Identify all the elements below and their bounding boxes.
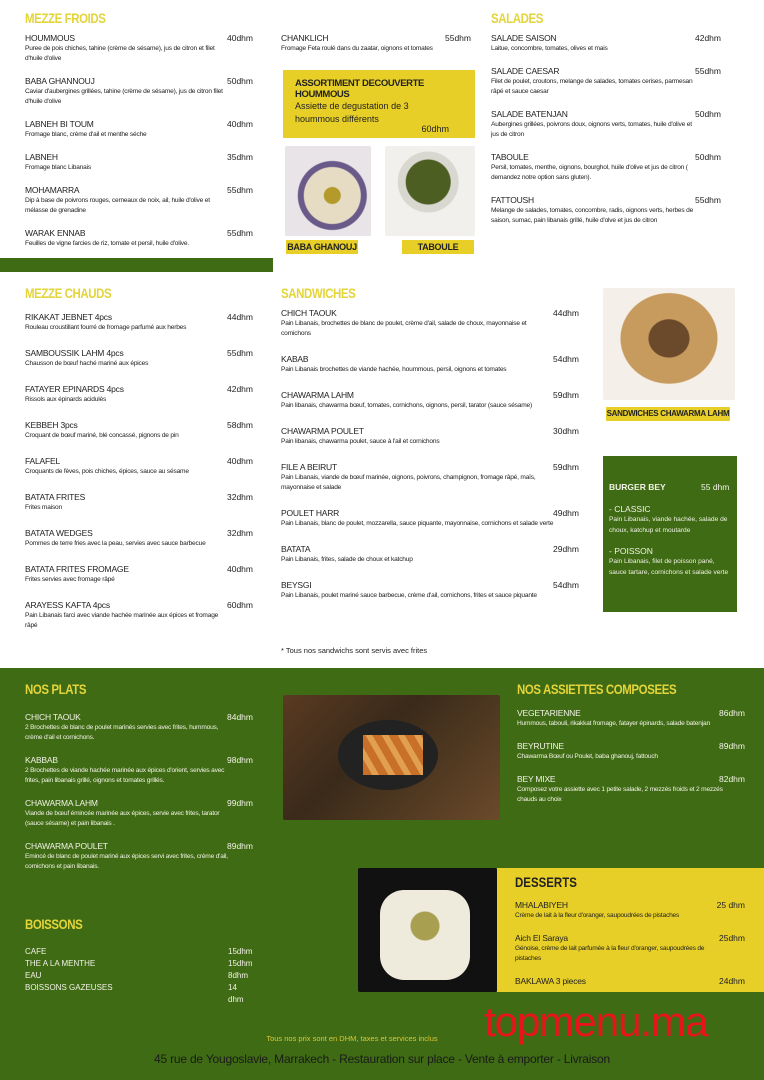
menu-item — [25, 76, 253, 107]
item-desc: Croquant de bœuf mariné, blé concassé, pignons de pin — [25, 432, 179, 439]
item-price: 54dhm — [553, 354, 579, 364]
item-desc: Laitue, concombre, tomates, olives et mais — [491, 45, 608, 52]
item-price: 29dhm — [553, 544, 579, 554]
item-name: BEY MIXE — [517, 774, 556, 784]
menu-item — [25, 119, 253, 140]
item-desc: Chausson de bœuf haché mariné aux épices — [25, 360, 149, 367]
menu-item — [517, 774, 745, 805]
item-name: KABBAB — [25, 755, 58, 765]
item-price: 55dhm — [227, 348, 253, 358]
mezze-froids-list — [25, 33, 253, 261]
item-desc: Pain Libanais, brochettes de blanc de poulet, crème d'ail, salade de choux, mayonnaise et cornichons — [281, 320, 527, 337]
item-price: 58dhm — [227, 420, 253, 430]
item-desc: Fromage blanc Libanais — [25, 164, 91, 171]
menu-item — [515, 933, 745, 964]
menu-item — [491, 33, 721, 54]
item-name: BEYSGI — [281, 580, 312, 590]
menu-item — [281, 354, 579, 375]
item-name: FATAYER EPINARDS 4pcs — [25, 384, 124, 394]
drink-name: CAFE — [25, 947, 47, 956]
item-desc: Génoise, crème de lait parfumée à la fleur d'oranger, saupoudrées de pistaches — [515, 945, 705, 962]
menu-item — [25, 841, 253, 872]
item-price: 49dhm — [553, 508, 579, 518]
chanklich-item — [281, 33, 471, 66]
burger-poisson-desc: Pain Libanais, filet de poisson pané, sauce tartare, cornichons et salade verte — [609, 558, 729, 576]
assortiment-desc: Assiette de degustation de 3 hoummous différents — [295, 101, 409, 124]
item-desc: Melange de salades, tomates, concombre, radis, oignons verts, herbes de saison, sumac, pain libanais grillé, huile d'olve et jus de citron — [491, 207, 694, 224]
section-title-nos-plats: NOS PLATS — [25, 681, 87, 697]
section-title-mezze-froids: MEZZE FROIDS — [25, 10, 106, 26]
item-price: 24dhm — [719, 976, 745, 986]
assortiment-title: ASSORTIMENT DECOUVERTE HOUMMOUS — [295, 78, 424, 100]
item-name: HOUMMOUS — [25, 33, 75, 43]
item-price: 40dhm — [227, 33, 253, 43]
section-title-assiettes: NOS ASSIETTES COMPOSEES — [517, 681, 677, 697]
item-name: SAMBOUSSIK LAHM 4pcs — [25, 348, 124, 358]
item-price: 86dhm — [719, 708, 745, 718]
address-bar: 45 rue de Yougoslavie, Marrakech - Restauration sur place - Vente à emporter - Livraison — [154, 1052, 610, 1066]
item-price: 60dhm — [227, 600, 253, 610]
menu-item — [25, 798, 253, 829]
item-price: 98dhm — [227, 755, 253, 765]
menu-item — [25, 712, 253, 743]
watermark: topmenu.ma — [484, 998, 708, 1045]
sandwiches-note: * Tous nos sandwichs sont servis avec frites — [281, 646, 428, 655]
item-name: BAKLAWA 3 pieces — [515, 976, 586, 986]
taboule-label: TABOULE — [402, 240, 474, 254]
chawarma-label: SANDWICHES CHAWARMA LAHM — [606, 407, 730, 421]
item-desc: Viande de bœuf émincée marinée aux épices, servie avec frites, tarator (sauce sésame) et pain libanais . — [25, 810, 220, 827]
item-name: CHAWARMA LAHM — [281, 390, 354, 400]
nos-plats-list — [25, 712, 253, 884]
menu-item — [491, 109, 721, 140]
brochettes-photo — [283, 695, 500, 820]
item-price: 55dhm — [227, 185, 253, 195]
item-price: 50dhm — [695, 152, 721, 162]
item-price: 32dhm — [227, 528, 253, 538]
item-price: 55dhm — [227, 228, 253, 238]
section-title-desserts: DESSERTS — [515, 874, 577, 890]
item-desc: Pommes de terre fries avec la peau, servies avec sauce barbecue — [25, 540, 206, 547]
item-name: LABNEH — [25, 152, 58, 162]
menu-item — [25, 492, 253, 513]
burger-name: BURGER BEY — [609, 482, 666, 492]
menu-item — [25, 564, 253, 585]
item-name: CHAWARMA POULET — [281, 426, 364, 436]
menu-item — [281, 508, 579, 529]
item-price: 44dhm — [553, 308, 579, 318]
item-desc: Fromage blanc, crème d'ail et menthe séche — [25, 131, 147, 138]
menu-item — [281, 580, 579, 601]
item-price: 55dhm — [445, 33, 471, 43]
item-name: LABNEH BI TOUM — [25, 119, 94, 129]
item-price: 50dhm — [227, 76, 253, 86]
item-price: 82dhm — [719, 774, 745, 784]
burger-classic-desc: Pain Libanais, viande hachée, salade de choux, katchup et moutarde — [609, 516, 728, 534]
item-name: BABA GHANNOUJ — [25, 76, 95, 86]
item-desc: Fromage Feta roulé dans du zaatar, oignons et tomates — [281, 45, 433, 52]
item-desc: Frites servies avec fromage râpé — [25, 576, 115, 583]
item-name: CHAWARMA POULET — [25, 841, 108, 851]
menu-item — [25, 456, 253, 477]
item-name: MHALABIYEH — [515, 900, 568, 910]
item-desc: Emincé de blanc de poulet mariné aux épices servi avec frites, crème d'ail, cornichons et pain libanais. — [25, 853, 228, 870]
item-price: 50dhm — [695, 109, 721, 119]
item-name: BATATA — [281, 544, 311, 554]
item-desc: 2 Brochettes de viande hachée marinée aux épices d'orient, servies avec frites, pain libanais grillé, oignons et tomates grillés. — [25, 767, 225, 784]
item-name: Aich El Saraya — [515, 933, 568, 943]
item-name: FALAFEL — [25, 456, 60, 466]
drink-item — [25, 982, 253, 1004]
item-price: 32dhm — [227, 492, 253, 502]
item-price: 25dhm — [719, 933, 745, 943]
item-price: 89dhm — [227, 841, 253, 851]
item-name: KABAB — [281, 354, 309, 364]
item-name: FILE A BEIRUT — [281, 462, 337, 472]
menu-item — [25, 420, 253, 441]
item-desc: Frites maison — [25, 504, 62, 511]
item-name: BATATA FRITES FROMAGE — [25, 564, 129, 574]
menu-item — [25, 228, 253, 249]
drink-name: BOISSONS GAZEUSES — [25, 983, 113, 992]
burger-poisson: - POISSON — [609, 546, 653, 556]
section-title-mezze-chauds: MEZZE CHAUDS — [25, 285, 112, 301]
item-price: 40dhm — [227, 564, 253, 574]
item-desc: Pain Libanais brochettes de viande hachée, hoummous, persil, oignons et tomates — [281, 366, 507, 373]
menu-item — [281, 544, 579, 565]
item-name: KEBBEH 3pcs — [25, 420, 78, 430]
item-name: SALADE BATENJAN — [491, 109, 568, 119]
baba-ghanouj-label: BABA GHANOUJ — [287, 242, 357, 252]
menu-item — [491, 152, 721, 183]
mhalabiyeh-photo — [358, 868, 497, 992]
menu-item — [515, 976, 745, 987]
item-name: SALADE SAISON — [491, 33, 557, 43]
item-desc: Hummous, tabouli, rikakkat fromage, fatayer épinards, salade batenjan — [517, 720, 710, 727]
item-name: BEYRUTINE — [517, 741, 564, 751]
baba-ghanouj-photo — [285, 146, 371, 236]
item-name: FATTOUSH — [491, 195, 534, 205]
drink-price: 8dhm — [228, 971, 249, 980]
item-price: 55dhm — [695, 195, 721, 205]
item-desc: Pain Libanais farci avec viande hachée marinée aux épices et fromage râpé — [25, 612, 219, 629]
item-name: VEGETARIENNE — [517, 708, 581, 718]
item-name: BATATA WEDGES — [25, 528, 93, 538]
menu-item — [25, 312, 253, 333]
item-name: TABOULE — [491, 152, 529, 162]
menu-item — [517, 741, 745, 762]
item-price: 40dhm — [227, 456, 253, 466]
item-name: POULET HARR — [281, 508, 340, 518]
item-price: 99dhm — [227, 798, 253, 808]
item-name: CHAWARMA LAHM — [25, 798, 98, 808]
menu-item — [517, 708, 745, 729]
item-desc: Croquants de fèves, pois chiches, épices, sauce au sésame — [25, 468, 189, 475]
menu-item — [25, 33, 253, 64]
section-title-boissons: BOISSONS — [25, 916, 83, 932]
item-desc: Pain Libanais, viande de bœuf marinée, oignons, poivrons, champignon, fromage râpé, maïs, mayonnaise et salade — [281, 474, 536, 491]
item-desc: Rouleau croustillant fourré de fromage parfumé aux herbes — [25, 324, 187, 331]
drink-price: 15dhm — [228, 947, 253, 956]
menu-item — [281, 390, 579, 411]
item-desc: Pain Libanais, frites, salade de choux et katchup — [281, 556, 413, 563]
item-price: 35dhm — [227, 152, 253, 162]
item-desc: Crème de lait à la fleur d'oranger, saupoudrées de pistaches — [515, 912, 680, 919]
item-desc: Chawarma Bœuf ou Poulet, baba ghanouj, fattouch — [517, 753, 658, 760]
item-price: 44dhm — [227, 312, 253, 322]
item-price: 30dhm — [553, 426, 579, 436]
burger-price: 55 dhm — [701, 482, 730, 492]
item-desc: Pain libanais, chawarma bœuf, tomates, cornichons, oignons, persil, tarator (sauce sésame) — [281, 402, 533, 409]
item-desc: Caviar d'aubergines grillées, tahine (crème de sésame), jus de citron filet d'huile d'olive — [25, 88, 223, 105]
assortiment-box — [283, 70, 475, 138]
item-desc: Puree de pois chiches, tahine (crème de sésame), jus de citron et filet d'huile d'olive — [25, 45, 215, 62]
item-price: 25 dhm — [716, 900, 745, 910]
menu-item — [25, 185, 253, 216]
drink-item — [25, 970, 253, 982]
item-name: SALADE CAESAR — [491, 66, 560, 76]
taboule-photo — [385, 146, 475, 236]
boissons-list — [25, 946, 253, 1004]
burger-classic: - CLASSIC — [609, 504, 651, 514]
menu-item — [281, 462, 579, 493]
salades-list — [491, 33, 721, 238]
item-desc: Dip à base de poivrons rouges, cerneaux de noix, ail, huile d'olive et mélasse de grenadine — [25, 197, 210, 214]
section-title-sandwiches: SANDWICHES — [281, 285, 356, 301]
chawarma-sandwich-photo — [603, 288, 735, 400]
item-price: 42dhm — [695, 33, 721, 43]
item-price: 59dhm — [553, 390, 579, 400]
drink-item — [25, 958, 253, 970]
menu-item — [491, 66, 721, 97]
desserts-list — [515, 900, 745, 999]
item-name: CHICH TAOUK — [281, 308, 337, 318]
item-desc: 2 Brochettes de blanc de poulet marinés servies avec frites, hummous, crème d'ail et cornichons. — [25, 724, 219, 741]
menu-item — [25, 755, 253, 786]
drink-name: THE A LA MENTHE — [25, 959, 96, 968]
item-price: 55dhm — [695, 66, 721, 76]
item-name: MOHAMARRA — [25, 185, 80, 195]
section-title-salades: SALADES — [491, 10, 543, 26]
item-price: 42dhm — [227, 384, 253, 394]
item-name: BATATA FRITES — [25, 492, 86, 502]
menu-item — [25, 528, 253, 549]
item-desc: Pain libanais, chawarma poulet, sauce à l'ail et cornichons — [281, 438, 440, 445]
item-price: 54dhm — [553, 580, 579, 590]
mezze-chauds-list — [25, 312, 253, 646]
item-desc: Persil, tomates, menthe, oignons, bourghol, huile d'olive et jus de citron ( demandez notre option sans gluten). — [491, 164, 688, 181]
menu-item — [25, 600, 253, 631]
menu-item — [491, 195, 721, 226]
drink-name: EAU — [25, 971, 42, 980]
item-price: 89dhm — [719, 741, 745, 751]
item-desc: Rissols aux épinards acidulés — [25, 396, 107, 403]
menu-item — [25, 348, 253, 369]
item-name: CHICH TAOUK — [25, 712, 81, 722]
drink-item — [25, 946, 253, 958]
item-desc: Pain Libanais, poulet mariné sauce barbecue, crème d'ail, cornichons, frites et sauce piquante — [281, 592, 537, 599]
drink-price: 14 dhm — [228, 983, 244, 1004]
item-price: 40dhm — [227, 119, 253, 129]
assortiment-price: 60dhm — [421, 124, 449, 134]
item-desc: Pain Libanais, blanc de poulet, mozzarella, sauce piquante, mayonnaise, cornichons et salade verte — [281, 520, 554, 527]
prices-note: Tous nos prix sont en DHM, taxes et services inclus — [266, 1034, 438, 1043]
menu-item — [281, 308, 579, 339]
menu-item — [25, 152, 253, 173]
item-name: CHANKLICH — [281, 33, 329, 43]
item-desc: Filet de poulet, croutons, melange de salades, tomates cerises, parmesan râpé et sauce caesar — [491, 78, 693, 95]
sandwiches-list — [281, 308, 579, 616]
menu-item — [25, 384, 253, 405]
assiettes-list — [517, 708, 745, 817]
drink-price: 15dhm — [228, 959, 253, 968]
item-price: 84dhm — [227, 712, 253, 722]
burger-bey-box — [603, 456, 737, 612]
menu-item — [281, 426, 579, 447]
item-desc: Composez votre assiette avec 1 petite salade, 2 mezzés froids et 2 mezzés chauds au choix — [517, 786, 723, 803]
item-price: 59dhm — [553, 462, 579, 472]
item-name: WARAK ENNAB — [25, 228, 86, 238]
menu-item — [515, 900, 745, 921]
item-name: ARAYESS KAFTA 4pcs — [25, 600, 110, 610]
item-name: RIKAKAT JEBNET 4pcs — [25, 312, 112, 322]
item-desc: Feuilles de vigne farcies de riz, tomate et persil, huile d'olive. — [25, 240, 189, 247]
item-desc: Aubergines grillées, poivrons doux, oignons verts, tomates, huile d'olive et jus de citron — [491, 121, 692, 138]
